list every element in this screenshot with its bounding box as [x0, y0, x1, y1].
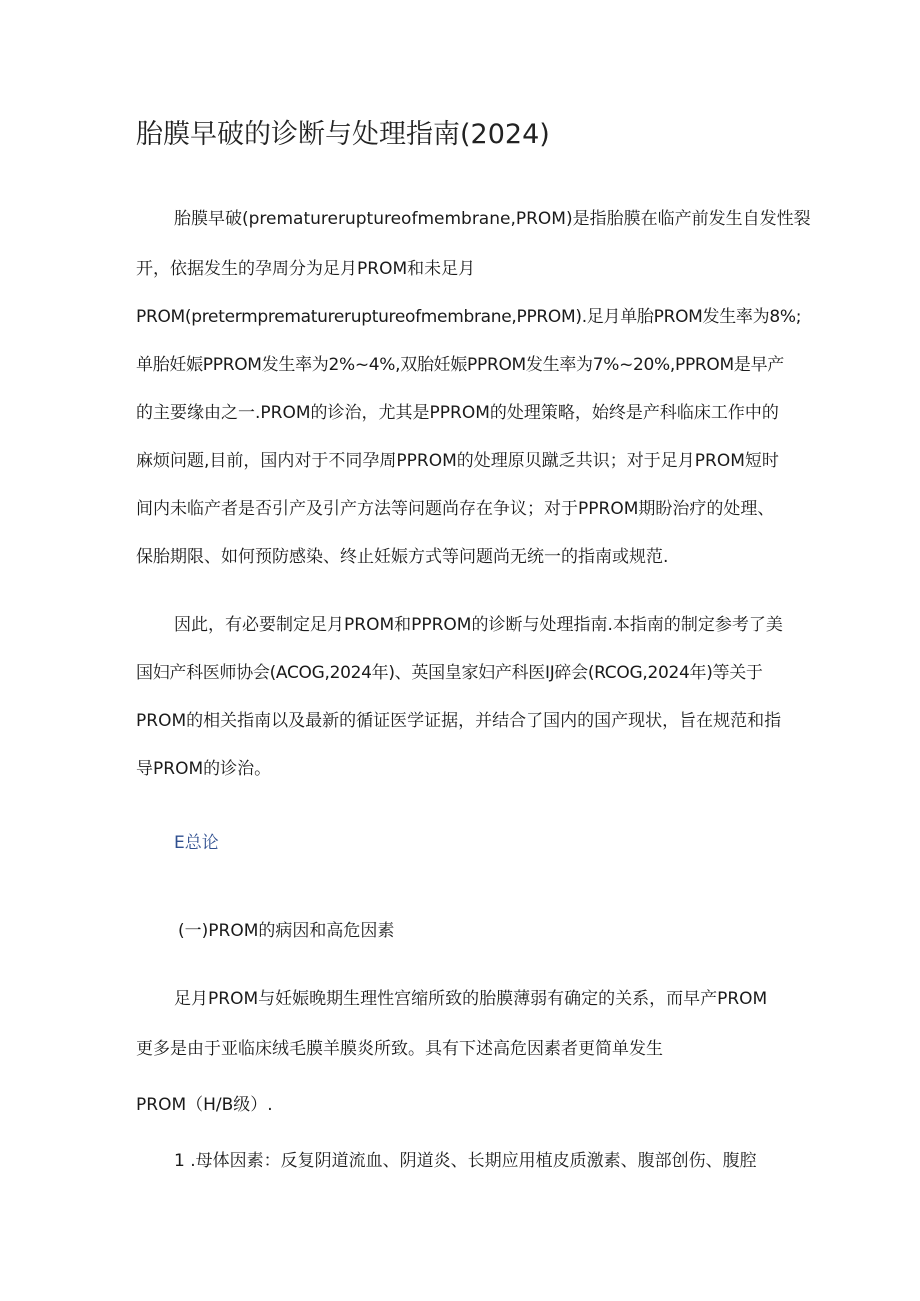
document-title: 胎膜早破的诊断与处理指南(2024) — [136, 119, 550, 150]
paragraph-1-line-4: 单胎妊娠PPROM发生率为2%~4%,双胎妊娠PPROM发生率为7%~20%,PPROM是早产 — [136, 355, 784, 375]
paragraph-1-line-1: 胎膜早破(prematureruptureofmembrane,PROM)是指胎膜在临产前发生自发性裂 — [174, 209, 811, 229]
subsection-heading: (一)PROM的病因和高危因素 — [178, 921, 395, 941]
list-item: 1 .母体因素：反复阴道流血、阴道炎、长期应用植皮质激素、腹部创伤、腹腔 — [174, 1151, 757, 1171]
paragraph-1-line-6: 麻烦问题,目前，国内对于不同孕周PPROM的处理原贝蹴乏共识；对于足月PROM短时 — [136, 451, 779, 471]
paragraph-1-line-5: 的主要缘由之一.PROM的诊治，尤其是PPROM的处理策略，始终是产科临床工作中的 — [136, 403, 779, 423]
paragraph-1-line-3: PROM(pretermprematureruptureofmembrane,PPROM).足月单胎PROM发生率为8%; — [136, 307, 802, 327]
paragraph-2-line-4: 导PROM的诊治。 — [136, 759, 272, 779]
paragraph-2-line-1: 因此，有必要制定足月PROM和PPROM的诊断与处理指南.本指南的制定参考了美 — [174, 615, 783, 635]
section-heading: E总论 — [174, 833, 219, 853]
paragraph-3-line-2: 更多是由于亚临床绒毛膜羊膜炎所致。具有下述高危因素者更简单发生 — [136, 1039, 663, 1059]
paragraph-1-line-8: 保胎期限、如何预防感染、终止妊娠方式等问题尚无统一的指南或规范. — [136, 547, 669, 567]
paragraph-2-line-2: 国妇产科医师协会(ACOG,2024年)、英国皇家妇产科医IJ碎会(RCOG,2024年)等关于 — [136, 663, 763, 683]
paragraph-2-line-3: PROM的相关指南以及最新的循证医学证据，并结合了国内的国产现状，旨在规范和指 — [136, 711, 782, 731]
paragraph-1-line-7: 间内未临产者是否引产及引产方法等问题尚存在争议；对于PPROM期盼治疗的处理、 — [136, 499, 775, 519]
paragraph-3-line-3: PROM（H/B级）. — [136, 1095, 273, 1115]
paragraph-3-line-1: 足月PROM与妊娠晚期生理性宫缩所致的胎膜薄弱有确定的关系，而早产PROM — [174, 989, 768, 1009]
paragraph-1-line-2: 开，依据发生的孕周分为足月PROM和未足月 — [136, 259, 476, 279]
